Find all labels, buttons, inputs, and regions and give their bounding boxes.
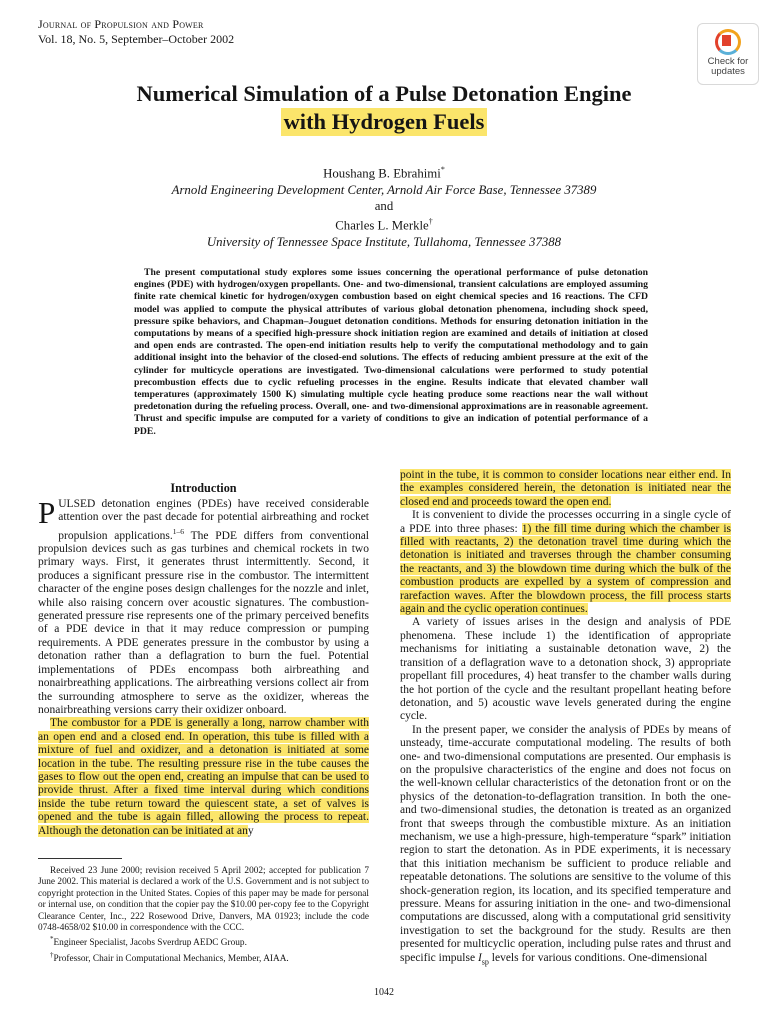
citation-ref: 1–6 bbox=[172, 526, 184, 536]
right-paragraph-2: It is convenient to divide the processes occurring in a single cycle of a PDE into three phases: 1) the fill time during which the chamber is filled with reactants, 2) the detonation travel time during which the detonation is initiated and traverses through the chamber consuming the reactants, and 3) the blowdown time during which the bulk of the combustion products are expelled by a system of compression and rarefaction waves. After the blowdown process, the fill process starts again and the cyclic operation continues. bbox=[400, 509, 732, 616]
footnote-divider bbox=[38, 858, 122, 859]
section-heading-introduction: Introduction bbox=[170, 481, 237, 495]
journal-issue: Vol. 18, No. 5, September–October 2002 bbox=[38, 32, 235, 46]
paper-title bbox=[60, 80, 708, 136]
badge-line2: updates bbox=[711, 66, 745, 77]
bookmark-icon bbox=[722, 35, 731, 46]
author-block bbox=[60, 162, 708, 250]
footnotes bbox=[38, 866, 369, 965]
author-and: and bbox=[374, 198, 394, 213]
author-2: Charles L. Merkle† bbox=[335, 217, 433, 233]
right-paragraph-1 bbox=[400, 469, 731, 509]
affiliation-1: Arnold Engineering Development Center, Arnold Air Force Base, Tennessee 37389 bbox=[171, 182, 597, 197]
journal-header bbox=[38, 17, 338, 47]
author-1-footnote-mark: * bbox=[440, 165, 445, 174]
left-column bbox=[38, 481, 369, 838]
drop-cap: P bbox=[38, 495, 56, 530]
title-line2: with Hydrogen Fuels bbox=[281, 108, 488, 136]
intro-paragraph-1: PULSED detonation engines (PDEs) have received considerable attention over the past decade for potential airbreathing and rocket propulsion applications.$^{1-6}$ The PDE differs from conventional propulsion devices such as gas turbines and chemical rockets in two primary ways. First, it generates thrust intermittently. Second, it produces a significant pressure rise in the combustor. The intermittent character of the engine poses design challenges for the nozzle and inlet, while also raising concern over acoustic signatures. The combustion-generated pressure rise represents one of the primary perceived benefits of a PDE device in that it may reduce compression or pumping requirements. A PDE generates pressure in the combustor by using a detonation rather than a deflagration to burn the fuel. Potential implementations of PDEs encompass both airbreathing and nonairbreathing applications. The airbreathing versions collect air from the surrounding atmosphere to serve as the oxidizer, whereas the nonairbreathing versions carry their oxidizer onboard. bbox=[38, 495, 369, 716]
affiliation-2: University of Tennessee Space Institute, Tullahoma, Tennessee 37388 bbox=[206, 234, 562, 249]
check-for-updates-badge[interactable] bbox=[697, 23, 759, 85]
footnote-author-2: †Professor, Chair in Computational Mechanics, Member, AIAA. bbox=[50, 950, 289, 965]
author-1: Houshang B. Ebrahimi* bbox=[323, 165, 445, 181]
footnote-author-1: *Engineer Specialist, Jacobs Sverdrup AEDC Group. bbox=[50, 935, 247, 949]
right-paragraph-4: In the present paper, we consider the analysis of PDEs by means of unsteady, time-accurate computational modeling. The results of both one- and two-dimensional computations are presented. Our emphasis is on the propulsive characteristics of the engine and does not focus on the well-known cellular characteristics of the detonation front or on the physics of the detonation-to-deflagration transition. In both the one- and two-dimensional studies, the detonation is treated as an organized front that sweeps through the combustible mixture. As an initiation mechanism, we use a high-pressure, high-temperature “spark” initiation region to start the detonation. As in PDE experiments, it is necessary that this initiation mechanism be sufficient to produce reliable and repeatable detonations. The solutions are sensitive to the volume of this shock-generation region, its location, and its specified temperature and pressure. Means for assuring initiation in the one- and two-dimensional computations are discussed, along with a computational grid sensitivity investigation to set the background for the study. Results are then presented for multicyclic operation, including pulse rates and thrust and specific impulse $I_{sp}$ levels for various conditions. One-dimensional bbox=[400, 723, 731, 966]
highlighted-text: The combustor for a PDE is generally a long, narrow chamber with an open end and a closed end. In operation, this tube is filled with a mixture of fuel and oxidizer, and a detonation is initiated at some location in the tube. The resulting pressure rise in the tube causes the gases to flow out the open end, creating an impulse that can be used to provide thrust. After a fixed time interval during which conditions inside the tube return toward the quiescent state, a set of valves is opened and the tube is again filled, allowing the process to repeat. Although the detonation can be initiated at an bbox=[38, 717, 369, 837]
right-paragraph-3: A variety of issues arises in the design and analysis of PDE phenomena. These include 1) the identification of appropriate mechanisms for initiating a sustainable detonation wave, 2) the transition of a deflagration wave to a detonation shock, 3) appropriate propellant fill procedures, 4) heat transfer to the chamber walls during the hot portion of the cycle and the resultant propellant heating before detonation, and 5) acoustic wave levels generated during the engine cycle. bbox=[400, 616, 731, 723]
journal-name: Journal of Propulsion and Power bbox=[38, 17, 204, 31]
abstract: The present computational study explores some issues concerning the operational performance of pulse detonation engines (PDE) with hydrogen/oxygen propellants. One- and two-dimensional, transient calculations are employed assuming finite rate chemical kinetic for hydrogen/oxygen combustion based on eight chemical species and 16 reactions. The CFD model was applied to compute the physical attributes of various global detonation phenomena, including shock speed, pressure spike behaviors, and Chapman–Jouguet detonation conditions. Methods for ensuring detonation initiation in the computations by means of a specified high-pressure shock initiation region are examined and details of initiation at closed and open ends are contrasted. The open-end initiation results help to verify the computational methodology and to gain additional insight into the behavior of the closed-end solutions. The effects of reducing ambient pressure at the exit of the cylinder for multicycle operations are investigated. Two-dimensional calculations were performed to study potential precombustion effects due to cyclic refueling processes in the engine. Results indicate that elevated chamber wall temperatures (approximately 1500 K) simulating multiple cycle heating produce some reactions near the wall without predetonation during the refueling process. Overall, one- and two-dimensional approximations are in reasonable agreement. Thrust and specific impulse are computed for a variety of conditions to give an indication of potential performance of a PDE. bbox=[134, 267, 648, 437]
highlighted-text: 1) the fill time during which the chamber is filled with reactants, 2) the detonation travel time during which the detonation is initiated and traverses through the chamber consuming the reactants, and 3) the blowdown time during which the bulk of the combustion products are expelled by a system of compression and rarefaction waves. After the blowdown process, the fill process starts again and the cyclic operation continues. bbox=[400, 522, 732, 616]
title-line1: Numerical Simulation of a Pulse Detonation Engine bbox=[136, 81, 632, 106]
intro-paragraph-2: The combustor for a PDE is generally a long, narrow chamber with an open end and a closed end. In operation, this tube is filled with a mixture of fuel and oxidizer, and a detonation is initiated at some location in the tube. The resulting pressure rise in the tube causes the gases to flow out the open end, creating an impulse that can be used to provide thrust. After a fixed time interval during which conditions inside the tube return toward the quiescent state, a set of valves is opened and the tube is again filled, allowing the process to repeat. Although the detonation can be initiated at any bbox=[38, 717, 369, 837]
highlighted-text: point in the tube, it is common to consider locations near either end. In the examples considered herein, the detonation is initiated near the closed end and proceeds toward the open end. bbox=[400, 469, 731, 508]
badge-line1: Check for bbox=[707, 56, 749, 67]
right-column bbox=[400, 469, 731, 968]
author-2-footnote-mark: † bbox=[428, 217, 433, 227]
footnote-received: Received 23 June 2000; revision received 5 April 2002; accepted for publication 7 June 2002. This material is declared a work of the U.S. Government and is not subject to copyright protection in the United States. Copies of this paper may be made for personal or internal use, on condition that the copier pay the $10.00 per-copy fee to the Copyright Clearance Center, Inc., 222 Rosewood Drive, Danvers, MA 01923; include the code 0748-4658/02 $10.00 in correspondence with the CCC. bbox=[38, 866, 369, 934]
page-number: 1042 bbox=[374, 987, 394, 998]
